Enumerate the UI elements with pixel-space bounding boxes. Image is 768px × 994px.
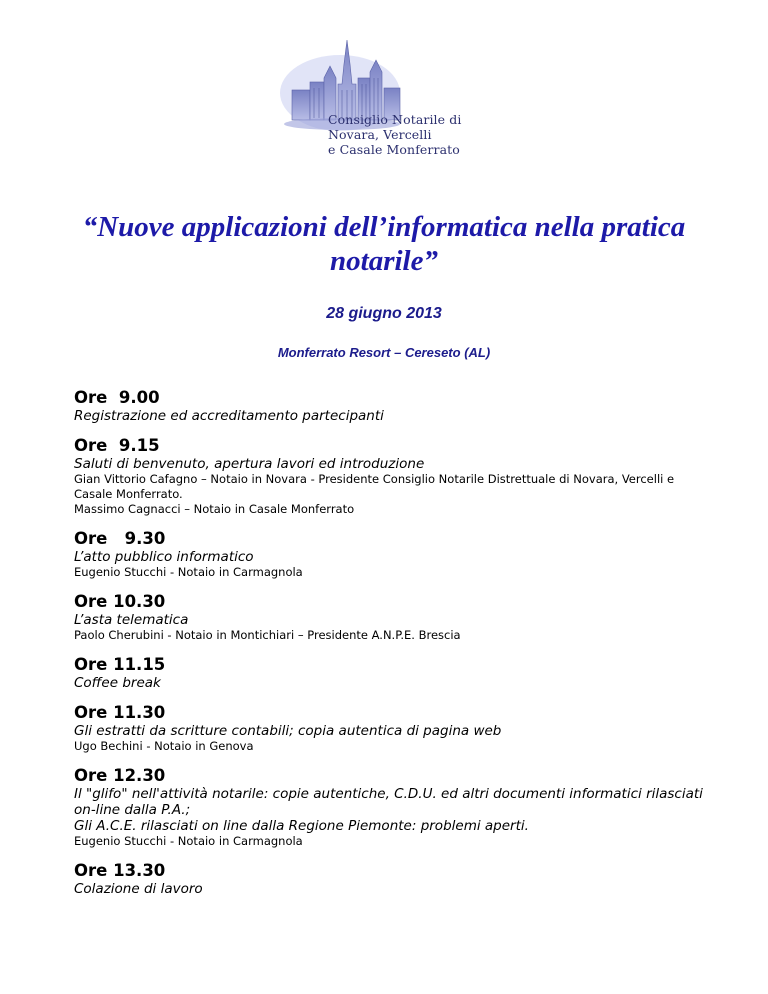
agenda-slot [74, 703, 714, 754]
slot-speaker: Eugenio Stucchi - Notaio in Carmagnola [74, 565, 303, 579]
slot-topic: Gli estratti da scritture contabili; copia autentica di pagina web [74, 723, 502, 739]
slot-topic: Registrazione ed accreditamento partecipanti [74, 408, 384, 424]
slot-time: Ore 11.15 [74, 655, 166, 674]
agenda-slot [74, 388, 714, 424]
slot-speaker: Paolo Cherubini - Notaio in Montichiari – Presidente A.N.P.E. Brescia [74, 628, 461, 642]
slot-time: Ore 11.30 [74, 703, 166, 722]
slot-time: Ore 12.30 [74, 766, 166, 785]
event-title: “Nuove applicazioni dell’informatica nella pratica notarile” [82, 211, 686, 277]
agenda-slot [74, 766, 714, 849]
slot-time: Ore 10.30 [74, 592, 166, 611]
event-venue: Monferrato Resort – Cereseto (AL) [277, 345, 491, 360]
slot-topic: L’atto pubblico informatico [74, 549, 254, 565]
council-name-line: Consiglio Notarile di [328, 112, 462, 127]
slot-topic: Saluti di benvenuto, apertura lavori ed introduzione [74, 456, 425, 472]
agenda [74, 388, 714, 909]
agenda-slot [74, 529, 714, 580]
event-date: 28 giugno 2013 [326, 305, 442, 322]
agenda-slot [74, 655, 714, 691]
agenda-slot [74, 861, 714, 897]
council-name-line: Novara, Vercelli [328, 127, 432, 142]
slot-time: Ore 9.30 [74, 529, 166, 548]
slot-time: Ore 9.15 [74, 436, 160, 455]
slot-time: Ore 13.30 [74, 861, 166, 880]
council-name [328, 112, 461, 157]
slot-topic: Colazione di lavoro [74, 881, 203, 897]
slot-topic: L’asta telematica [74, 612, 189, 628]
slot-speaker: Gian Vittorio Cafagno – Notaio in Novara - Presidente Consiglio Notarile Distrettuale di Novara, Vercelli e Casale Monferrato. [74, 472, 675, 501]
slot-topic: Coffee break [74, 675, 161, 691]
slot-time: Ore 9.00 [74, 388, 160, 407]
slot-speaker: Massimo Cagnacci – Notaio in Casale Monferrato [74, 502, 355, 516]
slot-topic: Gli A.C.E. rilasciati on line dalla Regione Piemonte: problemi aperti. [74, 818, 529, 834]
slot-speaker: Ugo Bechini - Notaio in Genova [74, 739, 254, 753]
slot-topic: Il "glifo" nell'attività notarile: copie autentiche, C.D.U. ed altri documenti informatici rilasciati on-line dalla P.A.; [74, 786, 703, 818]
slot-speaker: Eugenio Stucchi - Notaio in Carmagnola [74, 834, 303, 848]
council-name-line: e Casale Monferrato [328, 142, 460, 157]
agenda-slot [74, 592, 714, 643]
agenda-slot [74, 436, 714, 517]
